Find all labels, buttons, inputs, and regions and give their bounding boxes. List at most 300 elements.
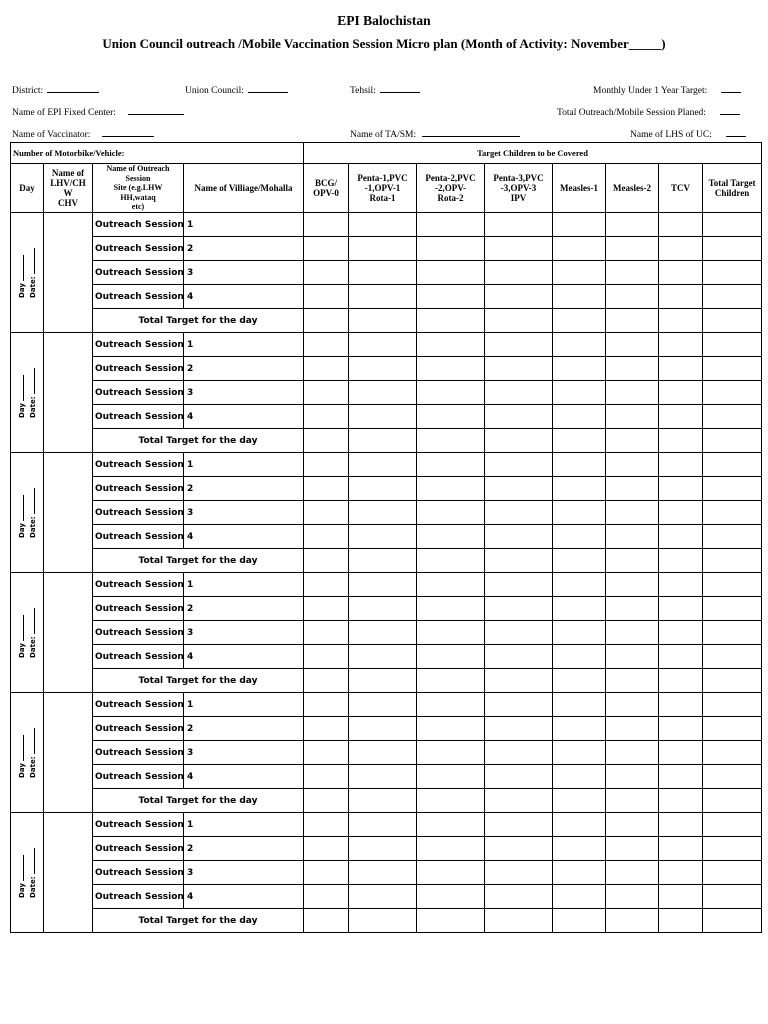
entry-cell[interactable]	[304, 861, 349, 885]
entry-cell[interactable]	[184, 885, 304, 909]
total-entry-cell[interactable]	[485, 789, 553, 813]
entry-cell[interactable]	[703, 861, 762, 885]
entry-cell[interactable]	[304, 693, 349, 717]
entry-cell[interactable]	[606, 501, 659, 525]
entry-cell[interactable]	[703, 621, 762, 645]
entry-cell[interactable]	[485, 213, 553, 237]
entry-cell[interactable]	[304, 453, 349, 477]
total-entry-cell[interactable]	[304, 549, 349, 573]
entry-cell[interactable]	[703, 765, 762, 789]
entry-cell[interactable]	[553, 333, 606, 357]
total-entry-cell[interactable]	[485, 309, 553, 333]
total-entry-cell[interactable]	[659, 909, 703, 933]
entry-cell[interactable]	[184, 237, 304, 261]
entry-cell[interactable]	[417, 645, 485, 669]
entry-cell[interactable]	[606, 765, 659, 789]
entry-cell[interactable]	[184, 477, 304, 501]
entry-cell[interactable]	[485, 573, 553, 597]
day-date-cell[interactable]	[11, 693, 44, 813]
entry-cell[interactable]	[703, 693, 762, 717]
entry-cell[interactable]	[606, 573, 659, 597]
entry-cell[interactable]	[659, 285, 703, 309]
total-row	[11, 669, 762, 693]
entry-cell[interactable]	[485, 621, 553, 645]
entry-cell[interactable]	[553, 717, 606, 741]
session-row	[11, 357, 762, 381]
entry-cell[interactable]	[304, 885, 349, 909]
entry-cell[interactable]	[553, 741, 606, 765]
entry-cell[interactable]	[184, 765, 304, 789]
entry-cell[interactable]	[703, 453, 762, 477]
entry-cell[interactable]	[184, 285, 304, 309]
entry-cell[interactable]	[606, 261, 659, 285]
entry-cell[interactable]	[485, 645, 553, 669]
entry-cell[interactable]	[485, 861, 553, 885]
entry-cell[interactable]	[485, 405, 553, 429]
entry-cell[interactable]	[553, 501, 606, 525]
entry-cell[interactable]	[349, 357, 417, 381]
entry-cell[interactable]	[606, 381, 659, 405]
entry-cell[interactable]	[349, 765, 417, 789]
entry-cell[interactable]	[553, 645, 606, 669]
entry-cell[interactable]	[349, 717, 417, 741]
entry-cell[interactable]	[703, 837, 762, 861]
entry-cell[interactable]	[703, 717, 762, 741]
entry-cell[interactable]	[184, 501, 304, 525]
entry-cell[interactable]	[659, 405, 703, 429]
total-entry-cell[interactable]	[606, 909, 659, 933]
entry-cell[interactable]	[485, 597, 553, 621]
entry-cell[interactable]	[485, 525, 553, 549]
entry-cell[interactable]	[703, 357, 762, 381]
entry-cell[interactable]	[553, 885, 606, 909]
entry-cell[interactable]	[349, 837, 417, 861]
total-entry-cell[interactable]	[703, 909, 762, 933]
lhv-name-cell[interactable]	[44, 573, 93, 693]
entry-cell[interactable]	[184, 453, 304, 477]
total-entry-cell[interactable]	[606, 549, 659, 573]
entry-cell[interactable]	[417, 285, 485, 309]
entry-cell[interactable]	[417, 261, 485, 285]
entry-cell[interactable]	[304, 741, 349, 765]
session-row	[11, 717, 762, 741]
lhs-field: Name of LHS of UC:	[630, 127, 746, 140]
total-entry-cell[interactable]	[553, 669, 606, 693]
entry-cell[interactable]	[659, 621, 703, 645]
session-label: Outreach Session 4	[93, 285, 184, 309]
entry-cell[interactable]	[349, 285, 417, 309]
entry-cell[interactable]	[417, 453, 485, 477]
entry-cell[interactable]	[703, 645, 762, 669]
entry-cell[interactable]	[703, 285, 762, 309]
entry-cell[interactable]	[485, 237, 553, 261]
total-entry-cell[interactable]	[349, 549, 417, 573]
entry-cell[interactable]	[703, 381, 762, 405]
entry-cell[interactable]	[304, 597, 349, 621]
entry-cell[interactable]	[184, 213, 304, 237]
entry-cell[interactable]	[184, 405, 304, 429]
entry-cell[interactable]	[703, 525, 762, 549]
entry-cell[interactable]	[417, 213, 485, 237]
entry-cell[interactable]	[553, 573, 606, 597]
entry-cell[interactable]	[703, 477, 762, 501]
entry-cell[interactable]	[349, 861, 417, 885]
entry-cell[interactable]	[349, 621, 417, 645]
day-date-cell[interactable]	[11, 573, 44, 693]
total-entry-cell[interactable]	[485, 429, 553, 453]
total-entry-cell[interactable]	[606, 669, 659, 693]
entry-cell[interactable]	[417, 717, 485, 741]
entry-cell[interactable]	[304, 237, 349, 261]
entry-cell[interactable]	[485, 717, 553, 741]
entry-cell[interactable]	[349, 237, 417, 261]
total-entry-cell[interactable]	[304, 429, 349, 453]
entry-cell[interactable]	[485, 453, 553, 477]
total-entry-cell[interactable]	[417, 429, 485, 453]
entry-cell[interactable]	[553, 765, 606, 789]
total-sessions-blank[interactable]	[720, 105, 740, 115]
col-measles1-header: Measles-1	[553, 164, 606, 213]
lhv-name-cell[interactable]	[44, 453, 93, 573]
entry-cell[interactable]	[417, 573, 485, 597]
total-entry-cell[interactable]	[417, 909, 485, 933]
total-entry-cell[interactable]	[417, 669, 485, 693]
day-date-cell[interactable]	[11, 453, 44, 573]
entry-cell[interactable]	[184, 333, 304, 357]
entry-cell[interactable]	[659, 357, 703, 381]
entry-cell[interactable]	[659, 861, 703, 885]
entry-cell[interactable]	[184, 261, 304, 285]
entry-cell[interactable]	[659, 381, 703, 405]
entry-cell[interactable]	[485, 741, 553, 765]
entry-cell[interactable]	[417, 693, 485, 717]
entry-cell[interactable]	[485, 501, 553, 525]
total-entry-cell[interactable]	[659, 669, 703, 693]
entry-cell[interactable]	[184, 717, 304, 741]
entry-cell[interactable]	[659, 573, 703, 597]
entry-cell[interactable]	[304, 357, 349, 381]
document-title: EPI Balochistan	[337, 13, 431, 28]
entry-cell[interactable]	[304, 333, 349, 357]
entry-cell[interactable]	[349, 741, 417, 765]
entry-cell[interactable]	[703, 405, 762, 429]
entry-cell[interactable]	[606, 741, 659, 765]
total-entry-cell[interactable]	[304, 309, 349, 333]
entry-cell[interactable]	[606, 885, 659, 909]
entry-cell[interactable]	[304, 573, 349, 597]
entry-cell[interactable]	[417, 741, 485, 765]
entry-cell[interactable]	[304, 525, 349, 549]
total-entry-cell[interactable]	[485, 909, 553, 933]
fixed-center-blank[interactable]	[128, 105, 184, 115]
entry-cell[interactable]	[659, 813, 703, 837]
entry-cell[interactable]	[703, 501, 762, 525]
total-entry-cell[interactable]	[659, 789, 703, 813]
entry-cell[interactable]	[485, 333, 553, 357]
entry-cell[interactable]	[606, 813, 659, 837]
lhv-name-cell[interactable]	[44, 693, 93, 813]
entry-cell[interactable]	[485, 837, 553, 861]
entry-cell[interactable]	[417, 837, 485, 861]
entry-cell[interactable]	[417, 501, 485, 525]
entry-cell[interactable]	[553, 813, 606, 837]
entry-cell[interactable]	[349, 693, 417, 717]
entry-cell[interactable]	[606, 357, 659, 381]
entry-cell[interactable]	[553, 621, 606, 645]
entry-cell[interactable]	[349, 501, 417, 525]
entry-cell[interactable]	[659, 741, 703, 765]
entry-cell[interactable]	[659, 213, 703, 237]
entry-cell[interactable]	[485, 357, 553, 381]
entry-cell[interactable]	[349, 381, 417, 405]
total-entry-cell[interactable]	[485, 549, 553, 573]
entry-cell[interactable]	[659, 837, 703, 861]
entry-cell[interactable]	[553, 261, 606, 285]
entry-cell[interactable]	[304, 261, 349, 285]
entry-cell[interactable]	[417, 357, 485, 381]
entry-cell[interactable]	[659, 501, 703, 525]
entry-cell[interactable]	[606, 645, 659, 669]
entry-cell[interactable]	[703, 741, 762, 765]
entry-cell[interactable]	[417, 885, 485, 909]
entry-cell[interactable]	[417, 405, 485, 429]
ta-sm-blank[interactable]	[422, 127, 520, 137]
total-entry-cell[interactable]	[304, 669, 349, 693]
entry-cell[interactable]	[184, 525, 304, 549]
entry-cell[interactable]	[417, 237, 485, 261]
entry-cell[interactable]	[184, 357, 304, 381]
entry-cell[interactable]	[703, 813, 762, 837]
entry-cell[interactable]	[659, 645, 703, 669]
entry-cell[interactable]	[606, 861, 659, 885]
entry-cell[interactable]	[553, 381, 606, 405]
entry-cell[interactable]	[304, 717, 349, 741]
total-entry-cell[interactable]	[417, 789, 485, 813]
entry-cell[interactable]	[485, 285, 553, 309]
entry-cell[interactable]	[659, 261, 703, 285]
entry-cell[interactable]	[304, 477, 349, 501]
total-entry-cell[interactable]	[304, 789, 349, 813]
total-entry-cell[interactable]	[349, 789, 417, 813]
entry-cell[interactable]	[417, 333, 485, 357]
entry-cell[interactable]	[659, 597, 703, 621]
entry-cell[interactable]	[659, 237, 703, 261]
entry-cell[interactable]	[659, 885, 703, 909]
entry-cell[interactable]	[349, 597, 417, 621]
entry-cell[interactable]	[606, 453, 659, 477]
total-entry-cell[interactable]	[417, 549, 485, 573]
total-entry-cell[interactable]	[349, 909, 417, 933]
entry-cell[interactable]	[606, 525, 659, 549]
entry-cell[interactable]	[184, 621, 304, 645]
entry-cell[interactable]	[417, 861, 485, 885]
entry-cell[interactable]	[659, 525, 703, 549]
entry-cell[interactable]	[659, 717, 703, 741]
lhs-blank[interactable]	[726, 127, 746, 137]
total-entry-cell[interactable]	[553, 909, 606, 933]
entry-cell[interactable]	[184, 837, 304, 861]
entry-cell[interactable]	[659, 453, 703, 477]
entry-cell[interactable]	[606, 285, 659, 309]
vaccinator-blank[interactable]	[102, 127, 154, 137]
lhv-name-cell[interactable]	[44, 213, 93, 333]
entry-cell[interactable]	[349, 213, 417, 237]
entry-cell[interactable]	[703, 213, 762, 237]
total-entry-cell[interactable]	[703, 669, 762, 693]
entry-cell[interactable]	[349, 645, 417, 669]
entry-cell[interactable]	[553, 477, 606, 501]
entry-cell[interactable]	[349, 885, 417, 909]
entry-cell[interactable]	[606, 597, 659, 621]
entry-cell[interactable]	[349, 405, 417, 429]
total-entry-cell[interactable]	[659, 549, 703, 573]
entry-cell[interactable]	[349, 333, 417, 357]
entry-cell[interactable]	[485, 765, 553, 789]
entry-cell[interactable]	[553, 453, 606, 477]
total-entry-cell[interactable]	[606, 309, 659, 333]
entry-cell[interactable]	[349, 477, 417, 501]
entry-cell[interactable]	[349, 813, 417, 837]
district-blank[interactable]	[47, 83, 99, 93]
session-label: Outreach Session 4	[93, 525, 184, 549]
entry-cell[interactable]	[304, 405, 349, 429]
entry-cell[interactable]	[304, 765, 349, 789]
entry-cell[interactable]	[606, 237, 659, 261]
total-entry-cell[interactable]	[703, 789, 762, 813]
entry-cell[interactable]	[553, 861, 606, 885]
entry-cell[interactable]	[553, 237, 606, 261]
entry-cell[interactable]	[703, 597, 762, 621]
tehsil-blank[interactable]	[380, 83, 420, 93]
union-council-blank[interactable]	[248, 83, 288, 93]
total-entry-cell[interactable]	[606, 789, 659, 813]
entry-cell[interactable]	[485, 261, 553, 285]
session-label: Outreach Session 2	[93, 597, 184, 621]
session-label: Outreach Session 1	[93, 213, 184, 237]
lhv-name-cell[interactable]	[44, 813, 93, 933]
entry-cell[interactable]	[304, 645, 349, 669]
entry-cell[interactable]	[304, 813, 349, 837]
entry-cell[interactable]	[553, 693, 606, 717]
total-entry-cell[interactable]	[553, 549, 606, 573]
entry-cell[interactable]	[659, 333, 703, 357]
entry-cell[interactable]	[417, 477, 485, 501]
total-entry-cell[interactable]	[606, 429, 659, 453]
total-entry-cell[interactable]	[304, 909, 349, 933]
entry-cell[interactable]	[553, 405, 606, 429]
entry-cell[interactable]	[606, 213, 659, 237]
entry-cell[interactable]	[184, 741, 304, 765]
total-entry-cell[interactable]	[703, 429, 762, 453]
total-entry-cell[interactable]	[703, 309, 762, 333]
entry-cell[interactable]	[304, 837, 349, 861]
entry-cell[interactable]	[417, 765, 485, 789]
entry-cell[interactable]	[703, 333, 762, 357]
total-entry-cell[interactable]	[349, 309, 417, 333]
entry-cell[interactable]	[553, 837, 606, 861]
entry-cell[interactable]	[349, 573, 417, 597]
total-entry-cell[interactable]	[349, 669, 417, 693]
entry-cell[interactable]	[606, 621, 659, 645]
total-entry-cell[interactable]	[553, 789, 606, 813]
total-row	[11, 549, 762, 573]
total-entry-cell[interactable]	[553, 429, 606, 453]
entry-cell[interactable]	[304, 285, 349, 309]
entry-cell[interactable]	[553, 357, 606, 381]
entry-cell[interactable]	[553, 597, 606, 621]
total-entry-cell[interactable]	[553, 309, 606, 333]
entry-cell[interactable]	[553, 525, 606, 549]
entry-cell[interactable]	[417, 381, 485, 405]
entry-cell[interactable]	[184, 597, 304, 621]
entry-cell[interactable]	[703, 573, 762, 597]
entry-cell[interactable]	[417, 621, 485, 645]
entry-cell[interactable]	[606, 477, 659, 501]
session-row	[11, 525, 762, 549]
entry-cell[interactable]	[184, 813, 304, 837]
entry-cell[interactable]	[304, 213, 349, 237]
entry-cell[interactable]	[485, 693, 553, 717]
entry-cell[interactable]	[184, 573, 304, 597]
total-entry-cell[interactable]	[659, 429, 703, 453]
entry-cell[interactable]	[184, 645, 304, 669]
entry-cell[interactable]	[485, 381, 553, 405]
entry-cell[interactable]	[304, 381, 349, 405]
entry-cell[interactable]	[606, 333, 659, 357]
entry-cell[interactable]	[349, 525, 417, 549]
entry-cell[interactable]	[184, 381, 304, 405]
session-row	[11, 837, 762, 861]
entry-cell[interactable]	[304, 621, 349, 645]
entry-cell[interactable]	[417, 597, 485, 621]
total-entry-cell[interactable]	[417, 309, 485, 333]
entry-cell[interactable]	[703, 237, 762, 261]
entry-cell[interactable]	[485, 813, 553, 837]
day-date-cell[interactable]	[11, 213, 44, 333]
total-entry-cell[interactable]	[659, 309, 703, 333]
total-entry-cell[interactable]	[349, 429, 417, 453]
entry-cell[interactable]	[659, 765, 703, 789]
entry-cell[interactable]	[553, 285, 606, 309]
total-entry-cell[interactable]	[485, 669, 553, 693]
entry-cell[interactable]	[606, 405, 659, 429]
entry-cell[interactable]	[659, 693, 703, 717]
entry-cell[interactable]	[606, 837, 659, 861]
day-date-cell[interactable]	[11, 813, 44, 933]
total-entry-cell[interactable]	[703, 549, 762, 573]
entry-cell[interactable]	[703, 261, 762, 285]
entry-cell[interactable]	[417, 525, 485, 549]
lhv-name-cell[interactable]	[44, 333, 93, 453]
session-row	[11, 693, 762, 717]
day-date-cell[interactable]	[11, 333, 44, 453]
entry-cell[interactable]	[184, 861, 304, 885]
entry-cell[interactable]	[485, 885, 553, 909]
entry-cell[interactable]	[184, 693, 304, 717]
entry-cell[interactable]	[553, 213, 606, 237]
monthly-target-blank[interactable]	[721, 83, 741, 93]
entry-cell[interactable]	[606, 717, 659, 741]
entry-cell[interactable]	[606, 693, 659, 717]
entry-cell[interactable]	[659, 477, 703, 501]
entry-cell[interactable]	[485, 477, 553, 501]
entry-cell[interactable]	[304, 501, 349, 525]
fixed-center-field: Name of EPI Fixed Center:	[12, 105, 184, 118]
entry-cell[interactable]	[349, 453, 417, 477]
entry-cell[interactable]	[349, 261, 417, 285]
entry-cell[interactable]	[703, 885, 762, 909]
entry-cell[interactable]	[417, 813, 485, 837]
